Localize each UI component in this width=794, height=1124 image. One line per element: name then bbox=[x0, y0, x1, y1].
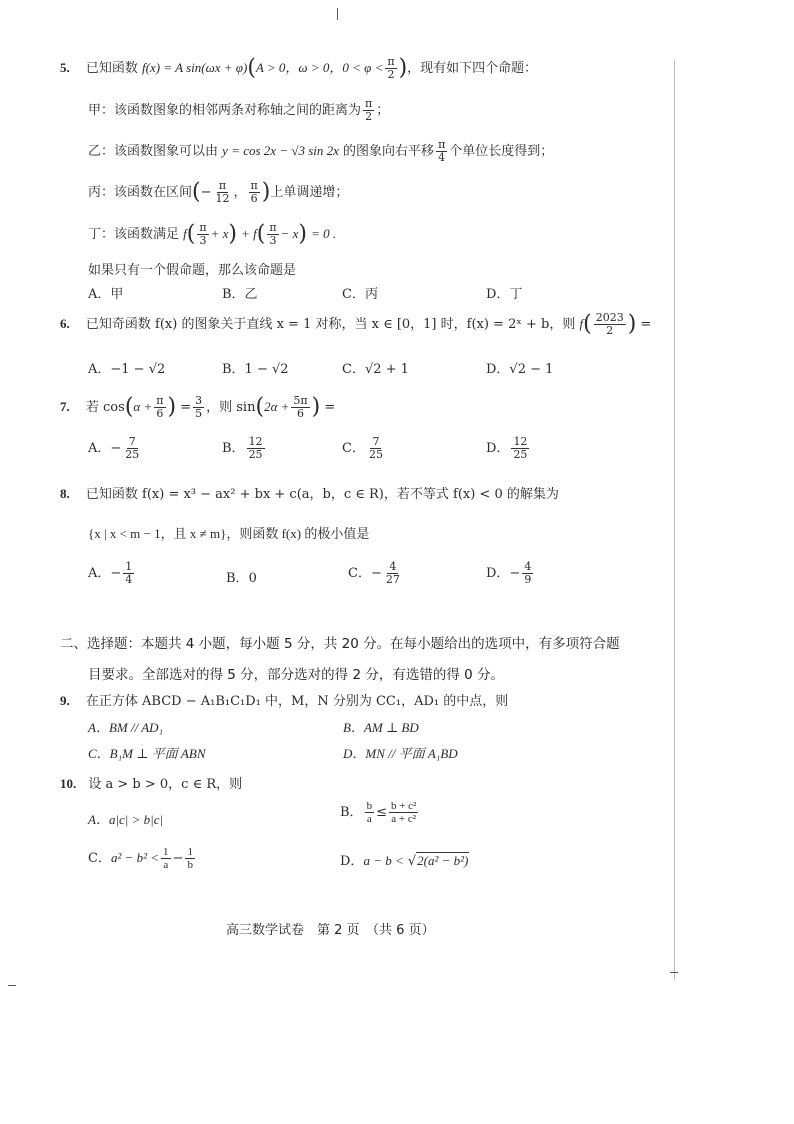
option-a[interactable]: A．a|c| > b|c| bbox=[88, 812, 164, 827]
option-d[interactable]: D．a − b < √2(a² − b²) bbox=[340, 853, 469, 869]
question-stem: 已知函数 f(x) = x³ − ax² + bx + c(a，b，c ∈ R)，若不等式 f(x) < 0 的解集为 bbox=[85, 487, 559, 502]
option-b[interactable]: B． $\frac{b}{a}$ ≤ $\frac{\text{b + c²}}{\text{a + c²}}$ bbox=[340, 800, 417, 825]
question-stem: 在正方体 ABCD − A₁B₁C₁D₁ 中，M，N 分别为 CC₁，AD₁ 的中点，则 bbox=[85, 694, 509, 709]
option-a[interactable]: A．甲 bbox=[88, 287, 124, 302]
question-stem: 设 a > b > 0，c ∈ R，则 bbox=[88, 777, 243, 792]
option-b[interactable]: B． $\frac{12}{25}$ bbox=[222, 435, 263, 461]
question-9 bbox=[60, 690, 508, 709]
question-8-line2: {x | x < m − 1，且 x ≠ m}，则函数 f(x) 的极小值是 bbox=[88, 526, 370, 541]
options-q8 bbox=[88, 561, 608, 591]
page-footer: 高三数学试卷 第 2 页 （共 6 页） bbox=[226, 923, 435, 938]
option-d[interactable]: D．√2 − 1 bbox=[486, 362, 554, 377]
option-d[interactable]: D． $\frac{12}{25}$ bbox=[486, 435, 528, 461]
scan-mark-right bbox=[670, 972, 678, 973]
fraction: $\frac{\pi}{2}$ bbox=[365, 97, 373, 123]
question-8 bbox=[60, 483, 559, 502]
question-number: 8. bbox=[60, 486, 70, 501]
scan-mark-right-edge bbox=[674, 60, 675, 980]
statement-ding: 丁：该函数满足 f( $\frac{\pi}{3}$ + x) + f( $\frac{\pi}{3}$ − x) = 0 . bbox=[88, 221, 337, 247]
option-c[interactable]: C．√2 + 1 bbox=[342, 362, 409, 377]
option-a[interactable]: A．− $\frac{1}{4}$ bbox=[88, 560, 133, 586]
question-stem: 已知函数 f(x) = A sin(ωx + φ)(A > 0，ω > 0，0 < φ < $\frac{\pi}{2}$ )，现有如下四个命题： bbox=[85, 55, 538, 81]
option-a[interactable]: A．− $\frac{7}{25}$ bbox=[88, 435, 140, 461]
option-b[interactable]: B．0 bbox=[226, 571, 257, 586]
question-number: 9. bbox=[60, 693, 70, 708]
statement-bing: 丙：该函数在区间(− $\frac{\pi}{12}$ ， $\frac{\pi}{6}$ )上单调递增； bbox=[88, 179, 349, 205]
statement-yi: 乙：该函数图象可以由 y = cos 2x − √3 sin 2x 的图象向右平移 $\frac{\pi}{4}$ 个单位长度得到； bbox=[88, 138, 554, 164]
option-c[interactable]: C．− $\frac{4}{27}$ bbox=[348, 560, 400, 586]
option-d[interactable]: D．丁 bbox=[486, 287, 523, 302]
option-d[interactable]: D．− $\frac{4}{9}$ bbox=[486, 560, 532, 586]
option-d[interactable]: D．MN // 平面 A₁BD bbox=[343, 746, 458, 761]
section-header-line2: 目要求。全部选对的得 5 分，部分选对的得 2 分，有选错的得 0 分。 bbox=[88, 667, 505, 683]
question-stem: 已知奇函数 f(x) 的图象关于直线 x = 1 对称，当 x ∈ [0，1] 时，f(x) = 2ˣ + b，则 f( $\frac{2023}{2}$ ) = bbox=[85, 311, 652, 337]
option-c[interactable]: C．a² − b² < $\frac{1}{a}$ − $\frac{1}{b}$ bbox=[88, 846, 193, 871]
question-tail: 如果只有一个假命题，那么该命题是 bbox=[88, 263, 297, 278]
question-stem: 若 cos(α + $\frac{\pi}{6}$ ) = $\frac{3}{5}$ ，则 sin(2α + $\frac{5\pi}{6}$ ) = bbox=[85, 394, 336, 420]
options-q7 bbox=[88, 436, 608, 466]
question-number: 7. bbox=[60, 399, 70, 414]
option-c[interactable]: C．B₁M ⊥ 平面 ABN bbox=[88, 746, 206, 761]
question-6 bbox=[60, 312, 651, 337]
scan-mark-left bbox=[8, 985, 16, 986]
statement-jia: 甲：该函数图象的相邻两条对称轴之间的距离为 $\frac{\pi}{2}$ ； bbox=[88, 97, 390, 123]
option-c[interactable]: C． $\frac{7}{25}$ bbox=[342, 435, 383, 461]
option-b[interactable]: B．AM ⊥ BD bbox=[343, 720, 419, 735]
question-number: 6. bbox=[60, 316, 70, 331]
option-c[interactable]: C．丙 bbox=[342, 287, 378, 302]
question-number: 10. bbox=[60, 776, 77, 791]
question-7 bbox=[60, 395, 335, 420]
option-a[interactable]: A．BM // AD₁ bbox=[88, 720, 164, 735]
question-10 bbox=[60, 773, 242, 792]
fraction: $\frac{\pi}{4}$ bbox=[438, 138, 446, 164]
option-a[interactable]: A．−1 − √2 bbox=[88, 362, 166, 377]
option-b[interactable]: B．1 − √2 bbox=[222, 362, 289, 377]
section-header: 二、选择题：本题共 4 小题，每小题 5 分，共 20 分。在每小题给出的选项中，有多项符合题 bbox=[60, 636, 620, 652]
scan-mark-top bbox=[337, 8, 338, 20]
option-b[interactable]: B．乙 bbox=[222, 287, 258, 302]
question-5 bbox=[60, 56, 537, 81]
question-number: 5. bbox=[60, 60, 70, 75]
